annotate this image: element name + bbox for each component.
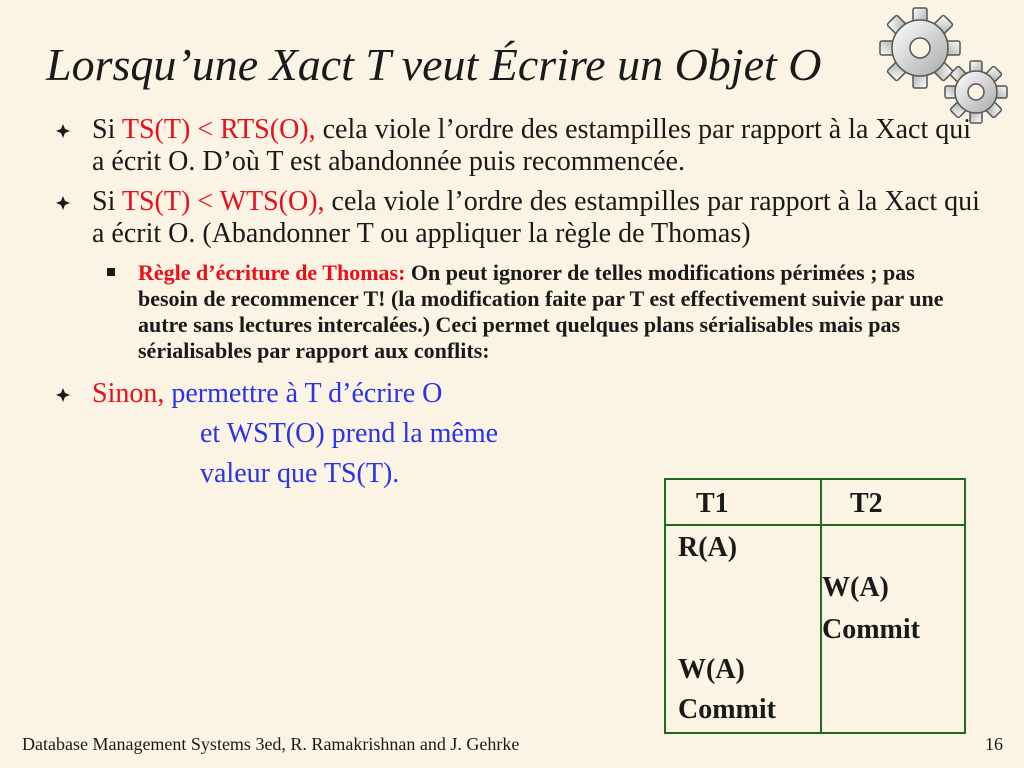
bullet-prefix: Si bbox=[92, 186, 122, 217]
schedule-table bbox=[664, 478, 966, 734]
t1-op-write: W(A) bbox=[678, 654, 745, 685]
diamond-bullet-icon bbox=[56, 196, 70, 210]
bullet-rts bbox=[52, 114, 982, 178]
bullet-text: cela viole l’ordre des estampilles par rapport à la Xact qui a écrit O. D’où T est abandonnée puis recommencée. bbox=[92, 114, 972, 177]
t1-op-read: R(A) bbox=[678, 532, 738, 563]
bullet-text: cela viole l’ordre des estampilles par rapport à la Xact qui a écrit O. (Abandonner T ou appliquer la règle de Thomas) bbox=[92, 186, 980, 249]
square-bullet-icon bbox=[107, 268, 115, 276]
else-line-1: permettre à T d’écrire O bbox=[164, 378, 443, 409]
diamond-bullet-icon bbox=[56, 388, 70, 402]
header-t2: T2 bbox=[850, 488, 883, 519]
bullet-else bbox=[52, 374, 982, 494]
bullet-prefix: Si bbox=[92, 114, 122, 145]
else-keyword: Sinon, bbox=[92, 378, 165, 409]
else-line-3: valeur que TS(T). bbox=[200, 458, 400, 489]
slide-title: Lorsqu’une Xact T veut Écrire un Objet O bbox=[46, 39, 822, 90]
footer-citation: Database Management Systems 3ed, R. Ramakrishnan and J. Gehrke bbox=[22, 734, 520, 754]
thomas-rule-text: On peut ignorer de telles modifications périmées ; pas besoin de recommencer T! (la modification faite par T est effectivement suivie par une autre sans lectures intercalées.) Ceci permet quelques plans sérialisables mais pas sérialisables par rapport aux conflits: bbox=[138, 260, 944, 363]
column-divider bbox=[820, 480, 822, 732]
diamond-bullet-icon bbox=[56, 124, 70, 138]
t1-op-commit: Commit bbox=[678, 694, 776, 725]
page-number: 16 bbox=[985, 734, 1003, 754]
thomas-rule-label: Règle d’écriture de Thomas: bbox=[138, 260, 406, 285]
header-t1: T1 bbox=[696, 488, 729, 519]
gears-icon bbox=[860, 4, 1024, 124]
condition-rts: TS(T) < RTS(O), bbox=[121, 114, 316, 145]
else-line-2: et WST(O) prend la même bbox=[200, 418, 499, 449]
t2-op-write: W(A) bbox=[822, 572, 889, 603]
condition-wts: TS(T) < WTS(O), bbox=[121, 186, 325, 217]
bullet-list bbox=[52, 114, 982, 494]
header-divider bbox=[666, 524, 964, 526]
bullet-wts bbox=[52, 186, 982, 250]
t2-op-commit: Commit bbox=[822, 614, 920, 645]
sub-bullet-thomas-rule bbox=[138, 260, 958, 364]
